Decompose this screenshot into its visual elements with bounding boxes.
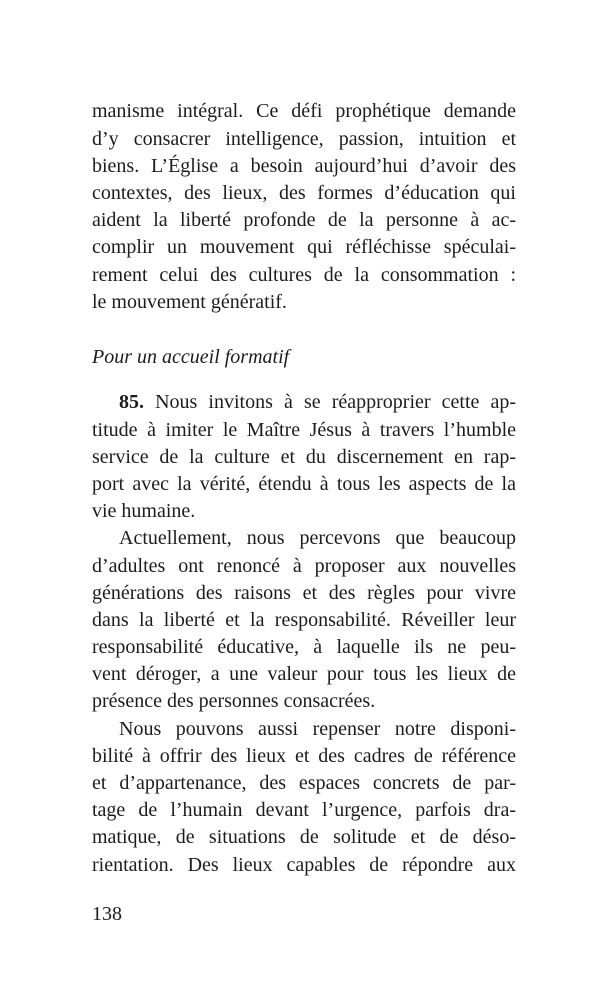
- paragraph: [92, 389, 516, 525]
- text-line: service de la culture et du discernement en rap-: [92, 445, 516, 468]
- paragraph: [92, 716, 516, 879]
- page-number: 138: [92, 903, 122, 925]
- text-line: vie humaine.: [92, 500, 196, 523]
- text-line: aident la liberté profonde de la personne à ac-: [92, 209, 516, 232]
- text-line: complir un mouvement qui réfléchisse spéculai-: [92, 236, 516, 259]
- text-line: rientation. Des lieux capables de répondre aux: [92, 853, 516, 876]
- text-line: générations des raisons et des règles pour vivre: [92, 581, 516, 604]
- text-line: rement celui des cultures de la consommation :: [92, 263, 516, 286]
- text-line: d’adultes ont renoncé à proposer aux nouvelles: [92, 554, 516, 577]
- text-line: [92, 389, 516, 416]
- text-line: d’y consacrer intelligence, passion, intuition et: [92, 127, 516, 150]
- text-line: et d’appartenance, des espaces concrets de par-: [92, 772, 516, 795]
- text-line: Nous pouvons aussi repenser notre disponi-: [119, 717, 516, 740]
- section-85: [92, 389, 516, 878]
- text-line: présence des personnes consacrées.: [92, 690, 376, 713]
- text-line: le mouvement génératif.: [92, 290, 287, 313]
- text-line: tage de l’humain devant l’urgence, parfois dra-: [92, 799, 516, 822]
- text-line: manisme intégral. Ce défi prophétique demande: [92, 100, 516, 123]
- paragraph: [92, 525, 516, 715]
- section-number: 85.: [119, 391, 144, 414]
- text-line: vent déroger, a une valeur pour tous les lieux de: [92, 663, 516, 686]
- section-heading: Pour un accueil formatif: [92, 346, 290, 369]
- text-line: titude à imiter le Maître Jésus à travers l’humble: [92, 418, 516, 441]
- text-line: biens. L’Église a besoin aujourd’hui d’avoir des: [92, 154, 516, 177]
- continued-paragraph: [92, 98, 516, 316]
- text-line: dans la liberté et la responsabilité. Réveiller leur: [92, 608, 516, 631]
- text-line-content: Nous invitons à se réapproprier cette ap-: [155, 391, 517, 414]
- text-line: port avec la vérité, étendu à tous les aspects de la: [92, 472, 516, 495]
- text-line: matique, de situations de solitude et de déso-: [92, 826, 516, 849]
- text-line: responsabilité éducative, à laquelle ils ne peu-: [92, 636, 516, 659]
- text-line: Actuellement, nous percevons que beaucoup: [119, 527, 516, 550]
- text-line: bilité à offrir des lieux et des cadres de référence: [92, 744, 516, 767]
- text-line: contextes, des lieux, des formes d’éducation qui: [92, 181, 516, 204]
